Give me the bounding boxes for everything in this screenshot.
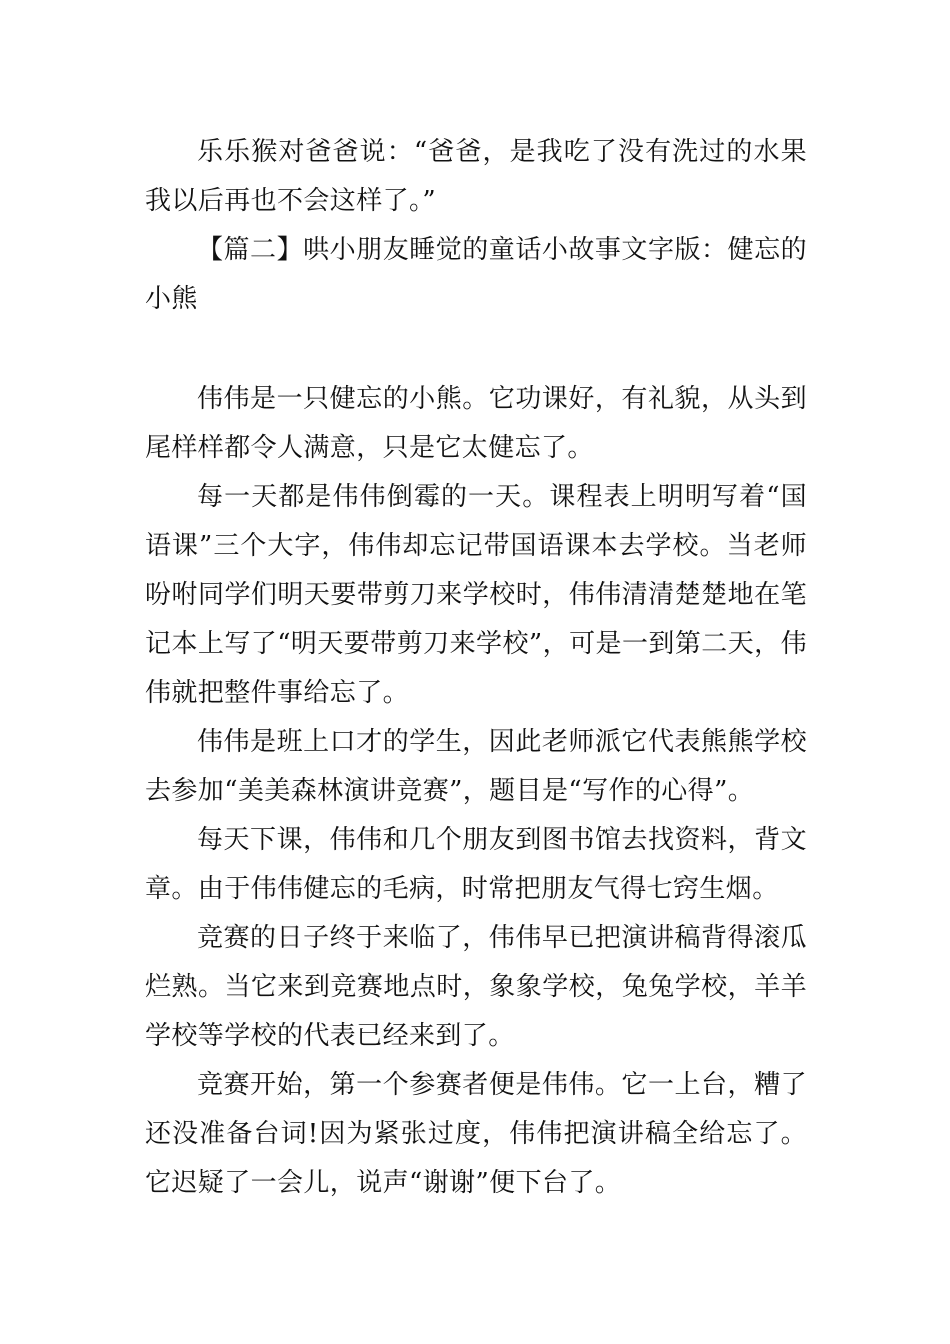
paragraph: 伟伟是一只健忘的小熊。它功课好，有礼貌，从头到尾样样都令人满意，只是它太健忘了。 <box>145 384 807 463</box>
document-body <box>145 128 807 1208</box>
paragraph-gap <box>145 324 807 375</box>
paragraph: 伟伟是班上口才的学生，因此老师派它代表熊熊学校去参加“美美森林演讲竞赛”，题目是“写作的心得”。 <box>145 727 807 806</box>
paragraph: 每天下课，伟伟和几个朋友到图书馆去找资料，背文章。由于伟伟健忘的毛病，时常把朋友气得七窍生烟。 <box>145 825 807 904</box>
paragraph: 乐乐猴对爸爸说：“爸爸，是我吃了没有洗过的水果我以后再也不会这样了。” <box>145 137 807 216</box>
paragraph: 竞赛开始，第一个参赛者便是伟伟。它一上台，糟了还没准备台词!因为紧张过度，伟伟把演讲稿全给忘了。它迟疑了一会儿，说声“谢谢”便下台了。 <box>145 1070 807 1198</box>
paragraph: 每一天都是伟伟倒霉的一天。课程表上明明写着“国语课”三个大字，伟伟却忘记带国语课本去学校。当老师吩咐同学们明天要带剪刀来学校时，伟伟清清楚楚地在笔记本上写了“明天要带剪刀来学校”，可是一到第二天，伟伟就把整件事给忘了。 <box>145 482 807 708</box>
paragraph: 竞赛的日子终于来临了，伟伟早已把演讲稿背得滚瓜烂熟。当它来到竞赛地点时，象象学校，兔兔学校，羊羊学校等学校的代表已经来到了。 <box>145 923 807 1051</box>
section-heading: 【篇二】哄小朋友睡觉的童话小故事文字版：健忘的小熊 <box>145 235 807 314</box>
